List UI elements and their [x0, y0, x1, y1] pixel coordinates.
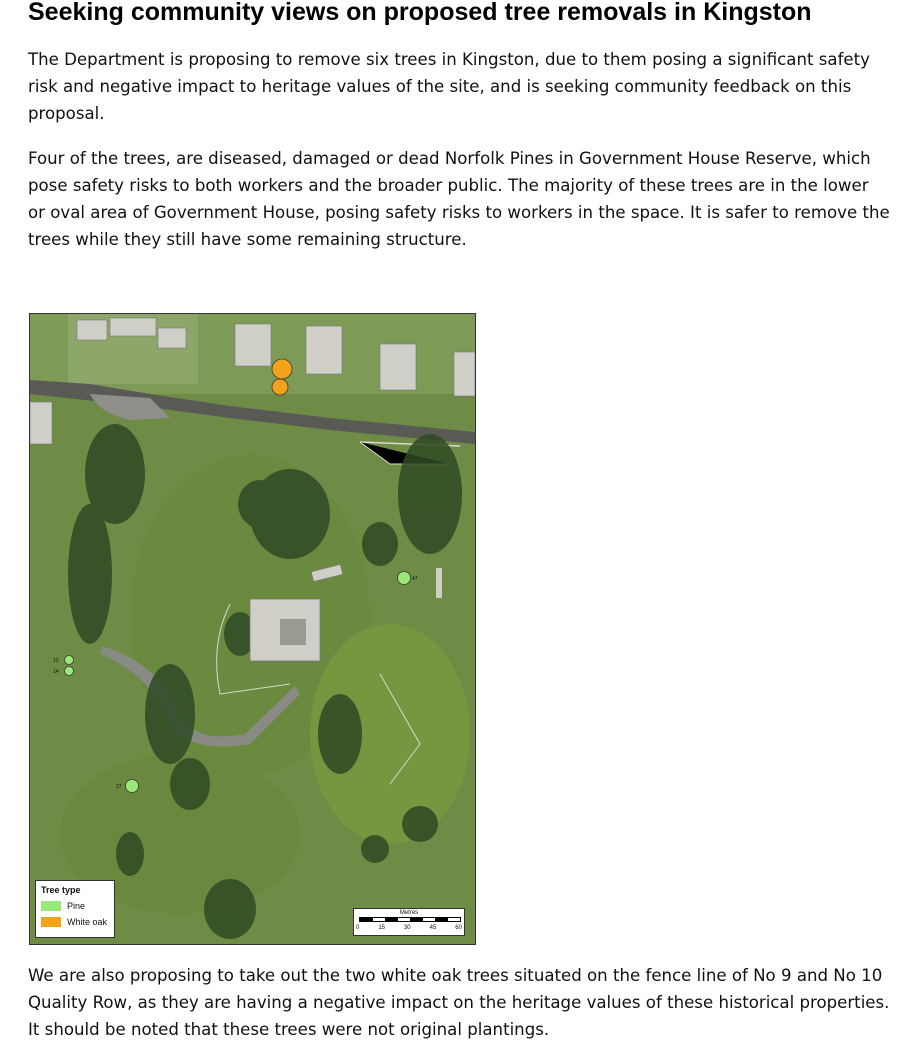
scale-bar [353, 908, 465, 936]
scale-tick: 30 [403, 925, 411, 931]
legend-label-white-oak: White oak [67, 917, 108, 927]
pine-marker-27 [126, 780, 139, 793]
scale-tick: 60 [455, 925, 462, 931]
map-legend [35, 880, 115, 938]
legend-swatch-white-oak [41, 917, 61, 927]
pine-marker-13-label: 13 [53, 658, 59, 664]
scale-bar-graphic [359, 917, 461, 922]
scale-unit: Metres [399, 910, 419, 916]
pines-paragraph: Four of the trees, are diseased, damaged or dead Norfolk Pines in Government House Reserve, which pose safety risks to both workers and the broader public. The majority of these trees are in the lower or oval area of Government House, posing safety risks to workers in the space. It is safer to remove the trees while they still have some remaining structure. [28, 149, 890, 249]
scale-tick: 45 [429, 925, 437, 931]
white-oak-paragraph: We are also proposing to take out the two white oak trees situated on the fence line of No 9 and No 10 Quality Row, as they are having a negative impact on the heritage values of these historical properties. It should be noted that these trees were not original plantings. [28, 966, 890, 1039]
scale-tick: 0 [356, 925, 360, 931]
white-oak-marker-1 [272, 359, 292, 379]
legend-swatch-pine [41, 901, 61, 911]
pine-marker-13 [65, 656, 74, 665]
page-title: Seeking community views on proposed tree removals in Kingston [28, 0, 812, 26]
pine-marker-27-label: 27 [116, 784, 122, 790]
pine-marker-14-label: 14 [53, 669, 59, 675]
legend-item-white-oak [41, 917, 107, 927]
scale-ticks [356, 925, 462, 931]
pine-marker-47 [398, 572, 411, 585]
pine-marker-47-label: 47 [412, 576, 418, 582]
white-oak-marker-2 [272, 379, 288, 395]
intro-paragraph: The Department is proposing to remove six trees in Kingston, due to them posing a significant safety risk and negative impact to heritage values of the site, and is seeking community feedback on this proposal. [28, 50, 870, 123]
scale-tick: 15 [378, 925, 385, 931]
legend-item-pine [41, 901, 85, 911]
aerial-map-image [30, 314, 475, 944]
aerial-map [29, 313, 476, 945]
legend-title: Tree type [41, 885, 81, 895]
legend-label-pine: Pine [67, 901, 86, 911]
pine-marker-14 [65, 667, 74, 676]
